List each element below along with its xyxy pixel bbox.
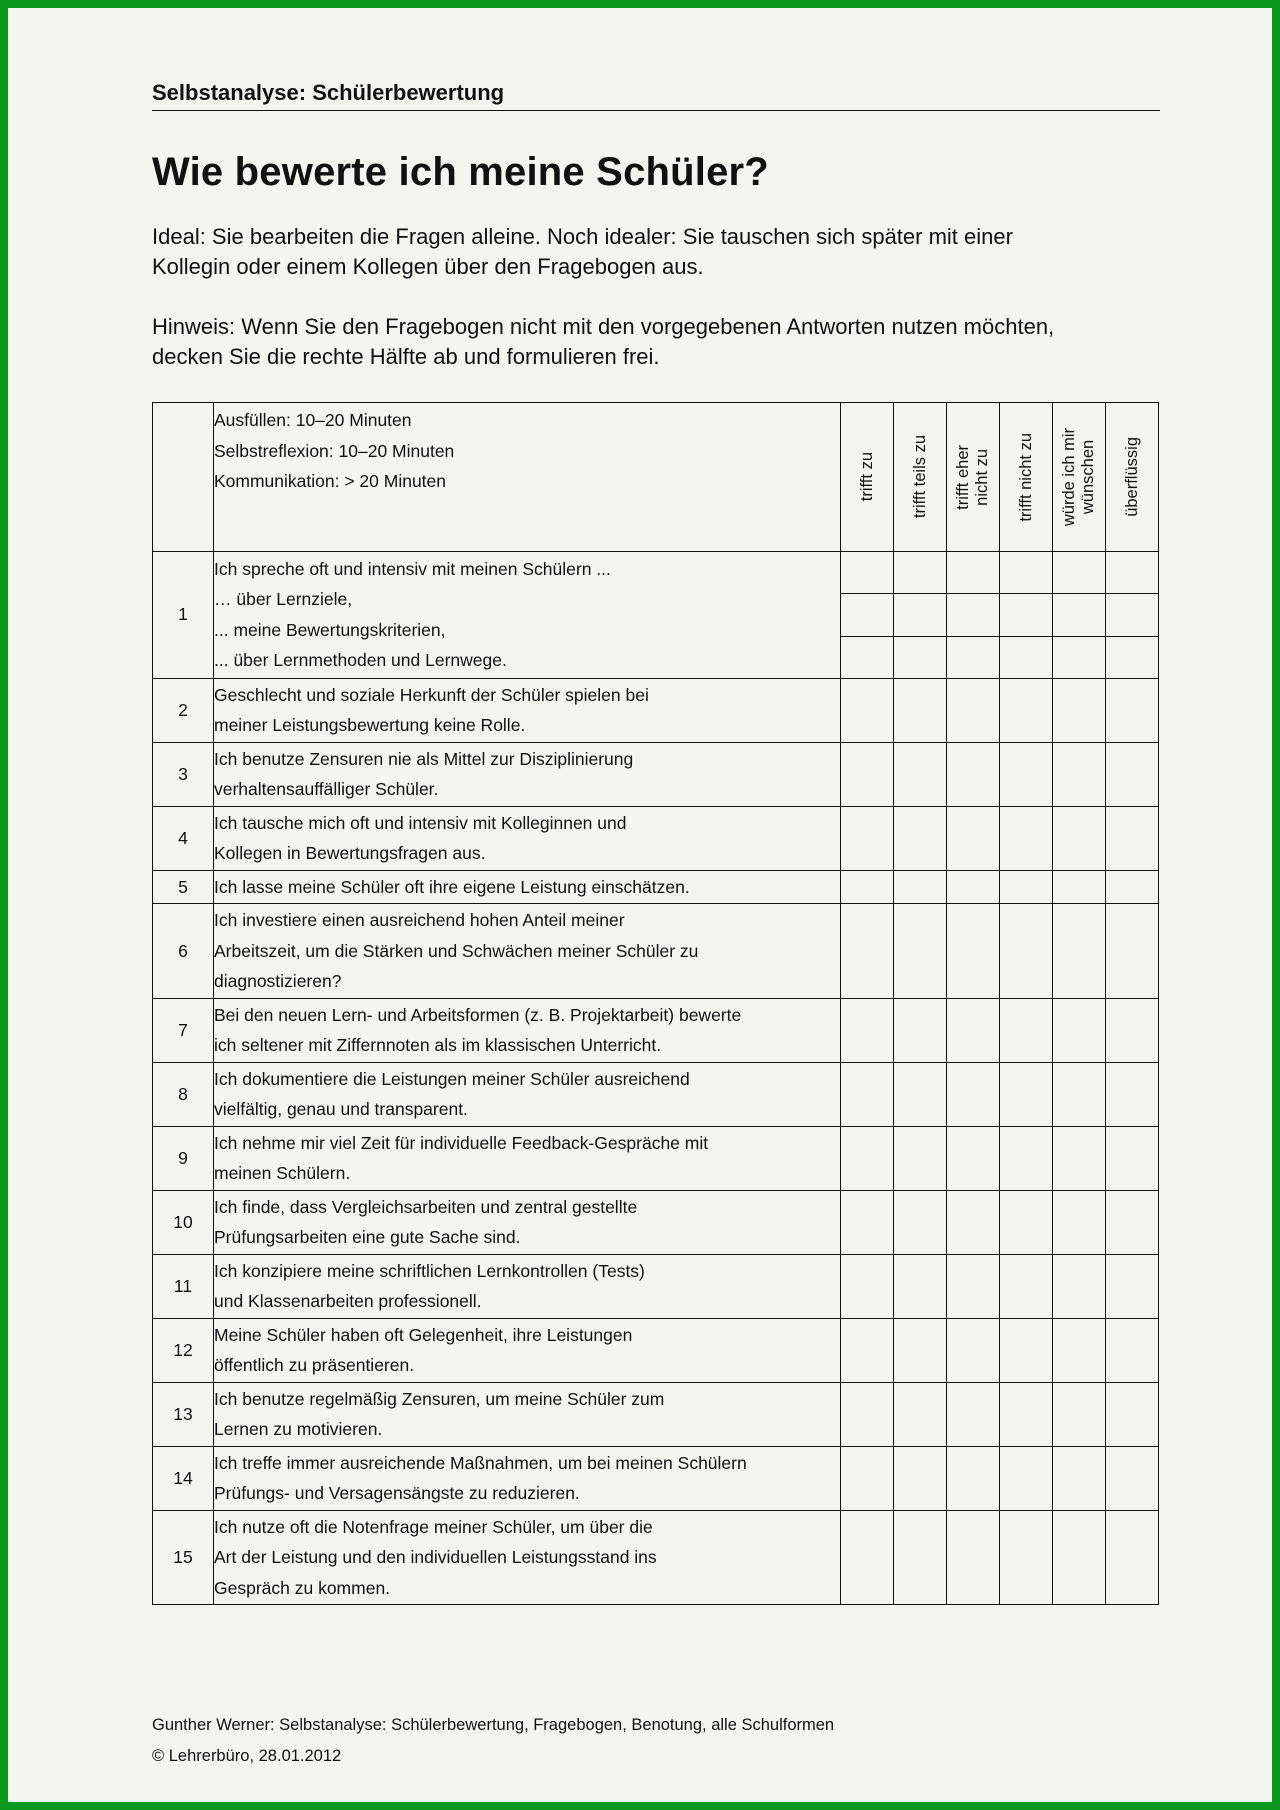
column-header-label: trifft zu: [857, 452, 876, 502]
answer-box[interactable]: [1106, 552, 1159, 594]
answer-box[interactable]: [947, 594, 1000, 636]
answer-box[interactable]: [1106, 1510, 1159, 1605]
answer-box[interactable]: [1053, 1318, 1106, 1382]
time-info-line: Selbstreflexion: 10–20 Minuten: [214, 440, 455, 461]
answer-box[interactable]: [894, 998, 947, 1062]
intro-line: Kollegin oder einem Kollegen über den Fragebogen aus.: [152, 254, 704, 279]
table-row: [153, 678, 1159, 742]
page-title: Wie bewerte ich meine Schüler?: [152, 150, 769, 194]
answer-box[interactable]: [841, 806, 894, 870]
column-header-trifft-eher-nicht-zu: [947, 403, 1000, 552]
answer-box[interactable]: [841, 1126, 894, 1190]
answer-box[interactable]: [947, 552, 1000, 594]
question-text-line: meinen Schülern.: [214, 1163, 351, 1184]
question-text-line: Ich nehme mir viel Zeit für individuelle Feedback-Gespräche mit: [214, 1132, 709, 1153]
answer-box[interactable]: [1106, 1446, 1159, 1510]
answer-box[interactable]: [894, 1446, 947, 1510]
question-number: 5: [153, 870, 214, 904]
question-number: 9: [153, 1126, 214, 1190]
answer-box[interactable]: [1000, 998, 1053, 1062]
answer-box[interactable]: [841, 870, 894, 904]
hint-line: Hinweis: Wenn Sie den Fragebogen nicht mit den vorgegebenen Antworten nutzen möchten,: [152, 314, 1055, 339]
answer-box[interactable]: [894, 552, 947, 594]
answer-box[interactable]: [947, 1382, 1000, 1446]
answer-box[interactable]: [894, 1382, 947, 1446]
answer-box[interactable]: [1053, 806, 1106, 870]
answer-box[interactable]: [1106, 742, 1159, 806]
question-number: 6: [153, 904, 214, 999]
table-row: [153, 742, 1159, 806]
answer-box[interactable]: [1053, 636, 1106, 678]
answer-box[interactable]: [841, 1510, 894, 1605]
table-header-row: [153, 403, 1159, 552]
question-text-line: ... über Lernmethoden und Lernwege.: [214, 650, 507, 671]
answer-box[interactable]: [894, 1254, 947, 1318]
answer-box[interactable]: [947, 904, 1000, 999]
answer-box[interactable]: [1000, 1510, 1053, 1605]
question-text-line: Arbeitszeit, um die Stärken und Schwächen meiner Schüler zu: [214, 940, 699, 961]
question-text: [214, 552, 841, 679]
answer-box[interactable]: [1053, 678, 1106, 742]
table-row: [153, 1446, 1159, 1510]
question-text: [214, 1382, 841, 1446]
answer-box[interactable]: [1000, 552, 1053, 594]
answer-box[interactable]: [947, 1126, 1000, 1190]
table-row: [153, 1126, 1159, 1190]
time-info-line: Ausfüllen: 10–20 Minuten: [214, 410, 412, 430]
answer-box[interactable]: [841, 742, 894, 806]
answer-box[interactable]: [1000, 636, 1053, 678]
answer-box[interactable]: [1000, 1190, 1053, 1254]
answer-box[interactable]: [947, 870, 1000, 904]
answer-box[interactable]: [894, 1318, 947, 1382]
answer-box[interactable]: [1106, 1126, 1159, 1190]
answer-box[interactable]: [841, 678, 894, 742]
answer-box[interactable]: [1106, 904, 1159, 999]
question-text: [214, 1126, 841, 1190]
question-text-line: Ich lasse meine Schüler oft ihre eigene Leistung einschätzen.: [214, 876, 690, 897]
answer-box[interactable]: [947, 806, 1000, 870]
table-row: [153, 806, 1159, 870]
intro-text: [152, 222, 1160, 282]
answer-box[interactable]: [1000, 742, 1053, 806]
answer-box[interactable]: [1000, 870, 1053, 904]
question-text-line: und Klassenarbeiten professionell.: [214, 1291, 482, 1312]
table-row: [153, 1318, 1159, 1382]
table-row: [153, 552, 1159, 594]
column-header-trifft-zu: [841, 403, 894, 552]
answer-box[interactable]: [841, 1318, 894, 1382]
answer-box[interactable]: [947, 1318, 1000, 1382]
question-number: 1: [153, 552, 214, 679]
answer-box[interactable]: [894, 806, 947, 870]
answer-box[interactable]: [894, 1126, 947, 1190]
answer-box[interactable]: [1053, 1254, 1106, 1318]
question-text: [214, 1254, 841, 1318]
intro-line: Ideal: Sie bearbeiten die Fragen alleine. Noch idealer: Sie tauschen sich später mit einer: [152, 224, 1013, 249]
footer-copyright: © Lehrerbüro, 28.01.2012: [152, 1747, 342, 1765]
question-text: [214, 806, 841, 870]
column-header-wuerde-ich-mir-wuenschen: [1053, 403, 1106, 552]
questionnaire-table: [152, 402, 1159, 1605]
question-text-line: Ich finde, dass Vergleichsarbeiten und zentral gestellte: [214, 1196, 638, 1217]
answer-box[interactable]: [1000, 1254, 1053, 1318]
column-header-label: würde ich mir: [1060, 427, 1078, 527]
document-header: Selbstanalyse: Schülerbewertung: [152, 80, 1160, 111]
column-header-label: wünschen: [1079, 439, 1097, 515]
table-row: [153, 1190, 1159, 1254]
question-text: [214, 870, 841, 904]
footer-source: Gunther Werner: Selbstanalyse: Schülerbewertung, Fragebogen, Benotung, alle Schulformen: [152, 1716, 835, 1734]
answer-box[interactable]: [894, 678, 947, 742]
answer-box[interactable]: [947, 998, 1000, 1062]
answer-box[interactable]: [1106, 1062, 1159, 1126]
question-text: [214, 1510, 841, 1605]
answer-box[interactable]: [841, 1254, 894, 1318]
question-number: 8: [153, 1062, 214, 1126]
question-text-line: Ich dokumentiere die Leistungen meiner Schüler ausreichend: [214, 1068, 690, 1089]
column-header-label: trifft eher: [954, 444, 972, 510]
question-text-line: ... meine Bewertungskriterien,: [214, 619, 446, 640]
answer-box[interactable]: [894, 1190, 947, 1254]
question-text: [214, 904, 841, 999]
answer-box[interactable]: [894, 1062, 947, 1126]
table-row: [153, 904, 1159, 999]
question-text-line: Ich investiere einen ausreichend hohen Anteil meiner: [214, 910, 625, 931]
question-text-line: Ich spreche oft und intensiv mit meinen Schülern ...: [214, 558, 611, 579]
question-number: 7: [153, 998, 214, 1062]
answer-box[interactable]: [1000, 806, 1053, 870]
answer-box[interactable]: [1053, 1382, 1106, 1446]
answer-box[interactable]: [894, 636, 947, 678]
answer-box[interactable]: [841, 998, 894, 1062]
question-text: [214, 1446, 841, 1510]
answer-box[interactable]: [1106, 1190, 1159, 1254]
hint-text: [152, 312, 1160, 372]
answer-box[interactable]: [841, 1190, 894, 1254]
answer-box[interactable]: [1106, 870, 1159, 904]
question-text-line: meiner Leistungsbewertung keine Rolle.: [214, 715, 526, 736]
hint-line: decken Sie die rechte Hälfte ab und formulieren frei.: [152, 344, 660, 369]
question-number: 10: [153, 1190, 214, 1254]
column-header-ueberfluessig: [1106, 403, 1159, 552]
answer-box[interactable]: [1053, 1510, 1106, 1605]
answer-box[interactable]: [841, 1062, 894, 1126]
column-header-trifft-teils-zu: [894, 403, 947, 552]
question-text-line: Ich treffe immer ausreichende Maßnahmen, um bei meinen Schülern: [214, 1452, 747, 1473]
answer-box[interactable]: [1053, 870, 1106, 904]
answer-box[interactable]: [894, 594, 947, 636]
answer-box[interactable]: [1106, 1254, 1159, 1318]
answer-box[interactable]: [947, 1510, 1000, 1605]
question-number: 15: [153, 1510, 214, 1605]
time-info-line: Kommunikation: > 20 Minuten: [214, 471, 447, 491]
answer-box[interactable]: [1106, 1318, 1159, 1382]
answer-box[interactable]: [894, 904, 947, 999]
answer-box[interactable]: [1106, 806, 1159, 870]
answer-box[interactable]: [1000, 678, 1053, 742]
answer-box[interactable]: [947, 1446, 1000, 1510]
answer-box[interactable]: [1000, 904, 1053, 999]
answer-box[interactable]: [1053, 1190, 1106, 1254]
question-text-line: ich seltener mit Ziffernnoten als im klassischen Unterricht.: [214, 1035, 662, 1056]
answer-box[interactable]: [1053, 742, 1106, 806]
question-number: 13: [153, 1382, 214, 1446]
question-text-line: Ich benutze Zensuren nie als Mittel zur Disziplinierung: [214, 748, 634, 769]
answer-box[interactable]: [1000, 1062, 1053, 1126]
header-number-cell: [153, 403, 214, 552]
questionnaire-body: [153, 403, 1159, 1605]
answer-box[interactable]: [1053, 552, 1106, 594]
table-row: [153, 1254, 1159, 1318]
question-text-line: Geschlecht und soziale Herkunft der Schüler spielen bei: [214, 684, 649, 705]
question-text-line: Ich tausche mich oft und intensiv mit Kolleginnen und: [214, 812, 627, 833]
answer-box[interactable]: [947, 742, 1000, 806]
question-text: [214, 1190, 841, 1254]
question-number: 14: [153, 1446, 214, 1510]
question-text-line: öffentlich zu präsentieren.: [214, 1355, 415, 1376]
question-text-line: Kollegen in Bewertungsfragen aus.: [214, 843, 486, 864]
answer-box[interactable]: [947, 678, 1000, 742]
answer-box[interactable]: [1053, 1062, 1106, 1126]
answer-box[interactable]: [1106, 636, 1159, 678]
table-row: [153, 1062, 1159, 1126]
question-text: [214, 1318, 841, 1382]
answer-box[interactable]: [1000, 594, 1053, 636]
table-row: [153, 1382, 1159, 1446]
column-header-label: trifft teils zu: [910, 435, 929, 519]
answer-box[interactable]: [947, 1254, 1000, 1318]
answer-box[interactable]: [947, 1062, 1000, 1126]
footer: [152, 1710, 1160, 1772]
table-row: [153, 1510, 1159, 1605]
question-text-line: Lernen zu motivieren.: [214, 1419, 383, 1440]
answer-box[interactable]: [841, 552, 894, 594]
table-row: [153, 998, 1159, 1062]
question-number: 12: [153, 1318, 214, 1382]
column-header-label: nicht zu: [973, 448, 991, 506]
column-header-label: trifft nicht zu: [1016, 432, 1035, 522]
question-text-line: Prüfungsarbeiten eine gute Sache sind.: [214, 1227, 521, 1248]
answer-box[interactable]: [1053, 594, 1106, 636]
question-text: [214, 742, 841, 806]
time-info-cell: [214, 403, 841, 552]
question-text-line: Bei den neuen Lern- und Arbeitsformen (z. B. Projektarbeit) bewerte: [214, 1004, 742, 1025]
answer-box[interactable]: [1053, 1126, 1106, 1190]
question-text-line: Gespräch zu kommen.: [214, 1577, 391, 1598]
answer-box[interactable]: [1000, 1446, 1053, 1510]
answer-box[interactable]: [841, 594, 894, 636]
question-number: 11: [153, 1254, 214, 1318]
answer-box[interactable]: [894, 742, 947, 806]
answer-box[interactable]: [1106, 594, 1159, 636]
question-text: [214, 678, 841, 742]
question-text-line: Prüfungs- und Versagensängste zu reduzieren.: [214, 1483, 580, 1504]
question-text: [214, 1062, 841, 1126]
answer-box[interactable]: [1053, 1446, 1106, 1510]
answer-box[interactable]: [1106, 1382, 1159, 1446]
answer-box[interactable]: [841, 904, 894, 999]
answer-box[interactable]: [1000, 1382, 1053, 1446]
question-text-line: diagnostizieren?: [214, 971, 342, 992]
question-number: 2: [153, 678, 214, 742]
answer-box[interactable]: [1053, 998, 1106, 1062]
answer-box[interactable]: [947, 636, 1000, 678]
column-header-label: überflüssig: [1122, 437, 1141, 517]
answer-box[interactable]: [841, 636, 894, 678]
question-text-line: verhaltensauffälliger Schüler.: [214, 779, 439, 800]
question-number: 4: [153, 806, 214, 870]
question-text-line: … über Lernziele,: [214, 589, 353, 610]
question-text-line: Meine Schüler haben oft Gelegenheit, ihre Leistungen: [214, 1324, 633, 1345]
answer-box[interactable]: [841, 1446, 894, 1510]
answer-box[interactable]: [947, 1190, 1000, 1254]
table-row: [153, 870, 1159, 904]
answer-box[interactable]: [1000, 1126, 1053, 1190]
answer-box[interactable]: [1000, 1318, 1053, 1382]
answer-box[interactable]: [1106, 678, 1159, 742]
answer-box[interactable]: [894, 870, 947, 904]
answer-box[interactable]: [1106, 998, 1159, 1062]
answer-box[interactable]: [841, 1382, 894, 1446]
question-number: 3: [153, 742, 214, 806]
answer-box[interactable]: [894, 1510, 947, 1605]
question-text: [214, 998, 841, 1062]
question-text-line: Ich konzipiere meine schriftlichen Lernkontrollen (Tests): [214, 1260, 645, 1281]
column-header-trifft-nicht-zu: [1000, 403, 1053, 552]
question-text-line: Ich benutze regelmäßig Zensuren, um meine Schüler zum: [214, 1388, 665, 1409]
question-text-line: Art der Leistung und den individuellen Leistungsstand ins: [214, 1547, 657, 1568]
answer-box[interactable]: [1053, 904, 1106, 999]
question-text-line: Ich nutze oft die Notenfrage meiner Schüler, um über die: [214, 1516, 653, 1537]
question-text-line: vielfältig, genau und transparent.: [214, 1099, 468, 1120]
